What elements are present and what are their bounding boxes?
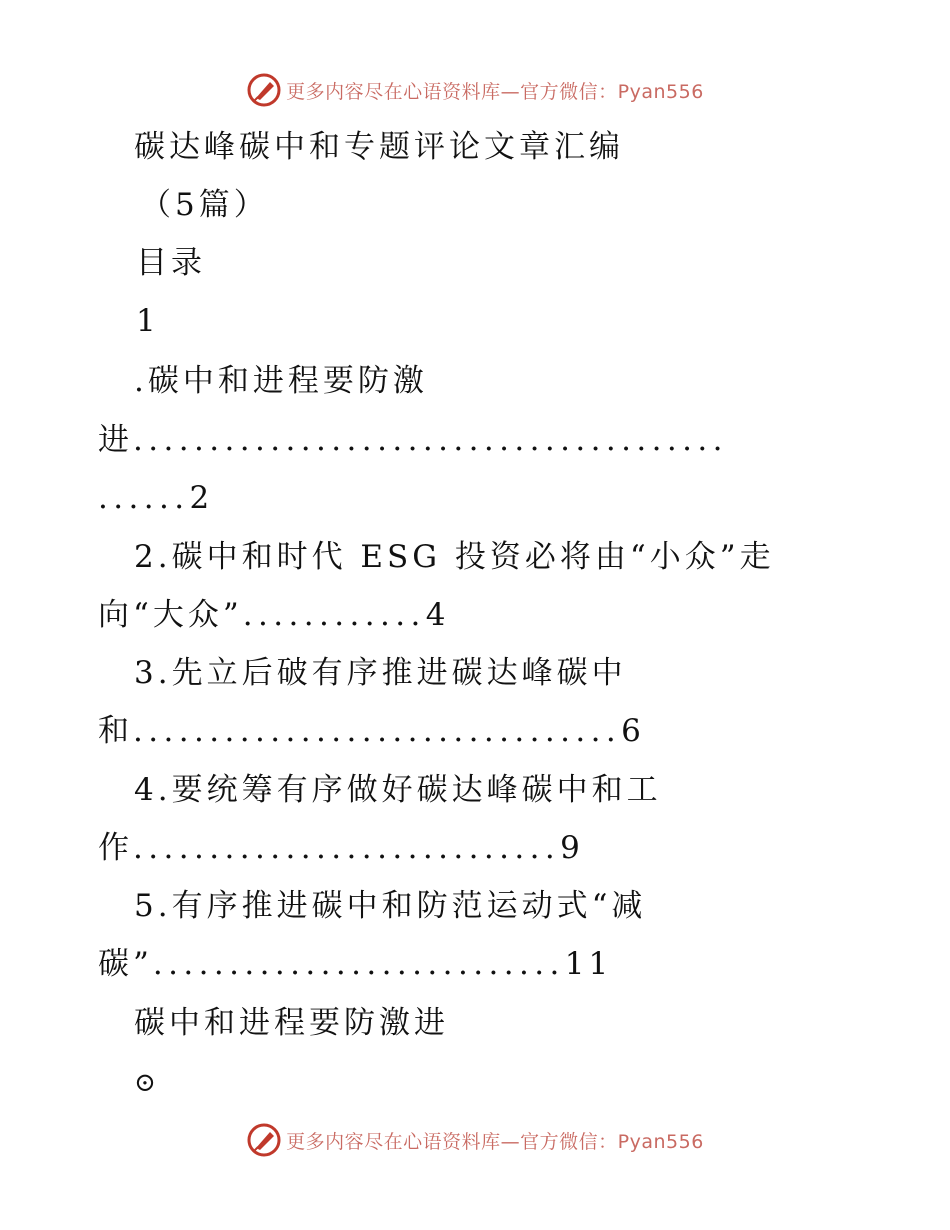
toc-item-1-dots: ....................................... (133, 422, 728, 458)
toc-item-3-leader[interactable] (98, 711, 645, 751)
toc-item-3-title: 先立后破有序推进碳达峰碳中 (171, 655, 627, 691)
toc-item-3-page: 6 (621, 713, 645, 749)
watermark-text: 更多内容尽在心语资料库—官方微信：Pyan556 (286, 1130, 704, 1153)
toc-item-4-title: 要统筹有序做好碳达峰碳中和工 (171, 772, 662, 808)
toc-item-2-page: 4 (425, 597, 450, 633)
toc-item-2-title-cont: 向“大众” (98, 597, 243, 633)
watermark-header (0, 70, 950, 110)
toc-item-2-dots: ............ (242, 597, 426, 633)
toc-item-2-number: 2. (134, 539, 172, 575)
toc-item-3-number: 3. (134, 655, 172, 691)
toc-item-5[interactable] (134, 886, 646, 926)
toc-heading: 目录 (136, 245, 206, 281)
toc-item-1-dots-cont: ...... (98, 480, 190, 516)
watermark-text: 更多内容尽在心语资料库—官方微信：Pyan556 (286, 80, 704, 103)
watermark-footer (0, 1120, 950, 1160)
section-heading: 碳中和进程要防激进 (134, 1005, 449, 1041)
toc-item-5-title-cont: 碳” (98, 946, 153, 982)
toc-item-1-number: 1 (136, 303, 158, 339)
toc-item-4-number: 4. (134, 772, 172, 808)
toc-item-3-dots: ................................ (133, 713, 622, 749)
toc-item-4[interactable] (134, 770, 662, 810)
toc-item-1-page: 2 (189, 480, 214, 516)
toc-item-2-leader[interactable] (98, 595, 450, 635)
toc-item-1-page-line[interactable] (98, 478, 213, 518)
toc-item-1-title-cont: 进 (98, 422, 133, 458)
pen-logo-icon (246, 72, 282, 108)
toc-item-2[interactable] (134, 537, 775, 577)
toc-item-1-leader[interactable] (98, 420, 728, 460)
toc-item-4-leader[interactable] (98, 828, 584, 868)
pen-logo-icon (246, 1122, 282, 1158)
toc-item-5-page: 11 (564, 946, 613, 982)
toc-item-2-title: 碳中和时代 ESG 投资必将由“小众”走 (171, 539, 775, 575)
toc-item-5-dots: ........................... (152, 946, 565, 982)
document-subtitle: （5篇） (140, 187, 269, 223)
toc-item-1-title[interactable]: .碳中和进程要防激 (134, 363, 428, 399)
toc-item-3-title-cont: 和 (98, 713, 133, 749)
toc-item-4-dots: ............................ (133, 830, 561, 866)
toc-item-5-leader[interactable] (98, 944, 612, 984)
toc-item-4-title-cont: 作 (98, 830, 133, 866)
toc-item-5-title: 有序推进碳中和防范运动式“减 (171, 888, 647, 924)
toc-item-4-page: 9 (560, 830, 584, 866)
document-title: 碳达峰碳中和专题评论文章汇编 (134, 129, 624, 165)
toc-item-5-number: 5. (134, 888, 172, 924)
toc-item-3[interactable] (134, 653, 627, 693)
section-mark-icon: ⊙ (134, 1068, 160, 1098)
